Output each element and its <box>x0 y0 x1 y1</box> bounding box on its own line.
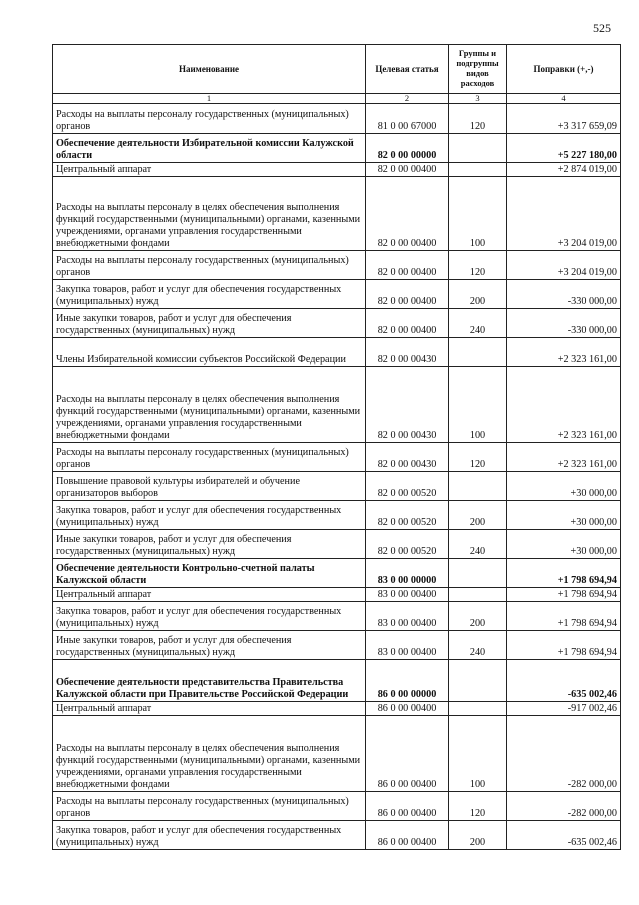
row-code: 83 0 00 00400 <box>366 588 449 602</box>
row-amount: -282 000,00 <box>507 792 621 821</box>
row-code: 86 0 00 00400 <box>366 702 449 716</box>
row-code: 82 0 00 00400 <box>366 309 449 338</box>
table-row <box>53 251 621 280</box>
row-amount: +5 227 180,00 <box>507 134 621 163</box>
row-amount: +1 798 694,94 <box>507 631 621 660</box>
header-amount: Поправки (+,-) <box>507 45 621 94</box>
row-name: Повышение правовой культуры избирателей и обучение организаторов выборов <box>53 472 366 501</box>
row-group: 200 <box>449 821 507 850</box>
row-group: 100 <box>449 367 507 443</box>
header-name: Наименование <box>53 45 366 94</box>
row-amount: -330 000,00 <box>507 309 621 338</box>
row-amount: -917 002,46 <box>507 702 621 716</box>
row-code: 86 0 00 00400 <box>366 716 449 792</box>
table-row <box>53 104 621 134</box>
table-row <box>53 660 621 702</box>
table-row <box>53 134 621 163</box>
table-row <box>53 716 621 792</box>
row-amount: +30 000,00 <box>507 472 621 501</box>
row-code: 82 0 00 00400 <box>366 163 449 177</box>
row-amount: +1 798 694,94 <box>507 602 621 631</box>
row-name: Расходы на выплаты персоналу государственных (муниципальных) органов <box>53 251 366 280</box>
header-code: Целевая статья <box>366 45 449 94</box>
row-code: 86 0 00 00000 <box>366 660 449 702</box>
row-amount: -635 002,46 <box>507 660 621 702</box>
row-name: Закупка товаров, работ и услуг для обеспечения государственных (муниципальных) нужд <box>53 821 366 850</box>
row-name: Закупка товаров, работ и услуг для обеспечения государственных (муниципальных) нужд <box>53 280 366 309</box>
column-number: 4 <box>507 94 621 104</box>
table-row <box>53 163 621 177</box>
row-name: Расходы на выплаты персоналу государственных (муниципальных) органов <box>53 792 366 821</box>
row-name: Расходы на выплаты персоналу в целях обеспечения выполнения функций государственными (муниципальными) органами, казенными учреждениями, органами управления государственными внебюджетными фондами <box>53 716 366 792</box>
row-code: 82 0 00 00430 <box>366 367 449 443</box>
row-name: Расходы на выплаты персоналу государственных (муниципальных) органов <box>53 104 366 134</box>
row-group: 120 <box>449 443 507 472</box>
row-name: Центральный аппарат <box>53 588 366 602</box>
row-code: 82 0 00 00400 <box>366 280 449 309</box>
row-group: 100 <box>449 716 507 792</box>
row-group: 240 <box>449 631 507 660</box>
row-group: 200 <box>449 280 507 309</box>
table-row <box>53 443 621 472</box>
row-amount: +30 000,00 <box>507 530 621 559</box>
column-number-row <box>53 94 621 104</box>
table-row <box>53 309 621 338</box>
table-row <box>53 792 621 821</box>
row-name: Расходы на выплаты персоналу в целях обеспечения выполнения функций государственными (муниципальными) органами, казенными учреждениями, органами управления государственными внебюджетными фондами <box>53 177 366 251</box>
row-code: 82 0 00 00430 <box>366 443 449 472</box>
row-amount: +3 317 659,09 <box>507 104 621 134</box>
row-group: 120 <box>449 251 507 280</box>
row-code: 82 0 00 00400 <box>366 177 449 251</box>
row-code: 83 0 00 00000 <box>366 559 449 588</box>
row-code: 86 0 00 00400 <box>366 821 449 850</box>
row-name: Закупка товаров, работ и услуг для обеспечения государственных (муниципальных) нужд <box>53 501 366 530</box>
row-group: 120 <box>449 792 507 821</box>
row-amount: -330 000,00 <box>507 280 621 309</box>
row-name: Обеспечение деятельности Контрольно-счетной палаты Калужской области <box>53 559 366 588</box>
row-code: 82 0 00 00520 <box>366 501 449 530</box>
row-group <box>449 134 507 163</box>
table-row <box>53 472 621 501</box>
row-name: Иные закупки товаров, работ и услуг для обеспечения государственных (муниципальных) нужд <box>53 309 366 338</box>
row-group: 100 <box>449 177 507 251</box>
row-name: Расходы на выплаты персоналу в целях обеспечения выполнения функций государственными (муниципальными) органами, казенными учреждениями, органами управления государственными внебюджетными фондами <box>53 367 366 443</box>
budget-table <box>52 44 621 850</box>
row-group <box>449 338 507 367</box>
row-code: 82 0 00 00430 <box>366 338 449 367</box>
row-amount: +2 323 161,00 <box>507 367 621 443</box>
row-group: 240 <box>449 530 507 559</box>
row-group <box>449 660 507 702</box>
table-row <box>53 177 621 251</box>
row-name: Иные закупки товаров, работ и услуг для обеспечения государственных (муниципальных) нужд <box>53 631 366 660</box>
table-row <box>53 588 621 602</box>
row-name: Члены Избирательной комиссии субъектов Российской Федерации <box>53 338 366 367</box>
row-amount: +2 874 019,00 <box>507 163 621 177</box>
row-name: Обеспечение деятельности представительства Правительства Калужской области при Правительстве Российской Федерации <box>53 660 366 702</box>
row-amount: +1 798 694,94 <box>507 588 621 602</box>
table-row <box>53 501 621 530</box>
table-row <box>53 702 621 716</box>
table-row <box>53 530 621 559</box>
header-group: Группы и подгруппы видов расходов <box>449 45 507 94</box>
table-row <box>53 280 621 309</box>
row-code: 83 0 00 00400 <box>366 631 449 660</box>
row-code: 82 0 00 00520 <box>366 530 449 559</box>
table-row <box>53 559 621 588</box>
table-row <box>53 821 621 850</box>
row-amount: +2 323 161,00 <box>507 338 621 367</box>
page-number: 525 <box>593 21 611 35</box>
row-name: Обеспечение деятельности Избирательной комиссии Калужской области <box>53 134 366 163</box>
row-group <box>449 163 507 177</box>
row-amount: -635 002,46 <box>507 821 621 850</box>
table-row <box>53 602 621 631</box>
row-code: 81 0 00 67000 <box>366 104 449 134</box>
row-name: Иные закупки товаров, работ и услуг для обеспечения государственных (муниципальных) нужд <box>53 530 366 559</box>
row-amount: +3 204 019,00 <box>507 251 621 280</box>
row-name: Закупка товаров, работ и услуг для обеспечения государственных (муниципальных) нужд <box>53 602 366 631</box>
row-code: 83 0 00 00400 <box>366 602 449 631</box>
row-name: Центральный аппарат <box>53 163 366 177</box>
row-amount: +1 798 694,94 <box>507 559 621 588</box>
row-group: 240 <box>449 309 507 338</box>
table-row <box>53 631 621 660</box>
row-group <box>449 559 507 588</box>
row-code: 82 0 00 00520 <box>366 472 449 501</box>
table-row <box>53 367 621 443</box>
row-group <box>449 472 507 501</box>
row-code: 86 0 00 00400 <box>366 792 449 821</box>
row-group: 200 <box>449 602 507 631</box>
table-row <box>53 338 621 367</box>
row-amount: +2 323 161,00 <box>507 443 621 472</box>
row-amount: -282 000,00 <box>507 716 621 792</box>
column-number: 2 <box>366 94 449 104</box>
column-number: 1 <box>53 94 366 104</box>
table-header-row <box>53 45 621 94</box>
row-group <box>449 588 507 602</box>
row-amount: +30 000,00 <box>507 501 621 530</box>
row-code: 82 0 00 00400 <box>366 251 449 280</box>
row-group: 120 <box>449 104 507 134</box>
row-code: 82 0 00 00000 <box>366 134 449 163</box>
column-number: 3 <box>449 94 507 104</box>
row-name: Расходы на выплаты персоналу государственных (муниципальных) органов <box>53 443 366 472</box>
row-group: 200 <box>449 501 507 530</box>
row-name: Центральный аппарат <box>53 702 366 716</box>
row-amount: +3 204 019,00 <box>507 177 621 251</box>
row-group <box>449 702 507 716</box>
